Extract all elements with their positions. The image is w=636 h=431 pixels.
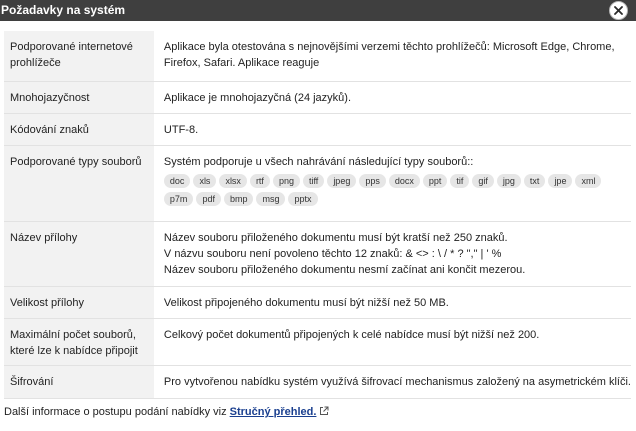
file-type-chip: xml [575, 174, 601, 188]
file-type-chip: tif [450, 174, 469, 188]
label-line: Podporované typy souborů [10, 155, 142, 168]
table-row [4, 286, 631, 318]
file-type-chip: xls [193, 174, 216, 188]
file-type-chip: bmp [224, 192, 254, 206]
label-line: Podporované internetové [10, 41, 133, 53]
file-type-chip: doc [164, 174, 191, 188]
row-value [154, 318, 631, 365]
file-type-chip: rtf [250, 174, 270, 188]
file-type-chips [164, 173, 616, 209]
value-line: Velikost připojeného dokumentu musí být nižší než 50 MB. [163, 296, 449, 309]
label-line: Velikost přílohy [10, 296, 84, 309]
row-label [4, 113, 154, 145]
row-label [4, 365, 154, 398]
value-line: Aplikace je mnohojazyčná (24 jazyků). [163, 91, 352, 104]
label-line: Maximální počet souborů, [10, 328, 136, 341]
table-row [4, 113, 631, 145]
value-line: Aplikace byla otestována s nejnovějšími verzemi těchto prohlížečů: Microsoft Edge, Chrome, [163, 41, 615, 53]
footer-text: Další informace o postupu podání nabídky viz [4, 406, 230, 418]
file-type-chip: ppt [423, 174, 448, 188]
row-value [154, 221, 631, 286]
label-line: prohlížeče [10, 57, 61, 69]
row-value [154, 113, 631, 145]
file-type-chip: xlsx [219, 174, 247, 188]
label-line: Kódování znaků [10, 123, 89, 136]
file-type-chip: gif [472, 174, 494, 188]
file-type-chip: p7m [164, 192, 194, 206]
row-label [4, 286, 154, 318]
value-line: Název souboru přiloženého dokumentu nesmí začínat ani končit mezerou. [163, 263, 526, 276]
label-line: Mnohojazyčnost [10, 91, 90, 104]
row-value [154, 31, 631, 81]
value-line: Celkový počet dokumentů připojených k celé nabídce musí být nižší než 200. [163, 328, 540, 341]
dialog-title: Požadavky na systém [1, 3, 126, 17]
row-label [4, 221, 154, 286]
file-type-chip: jpe [548, 174, 572, 188]
file-type-chip: jpeg [327, 174, 356, 188]
row-label [4, 318, 154, 365]
row-label [4, 31, 154, 81]
value-line: Systém podporuje u všech nahrávání následující typy souborů:: [163, 155, 474, 168]
row-value [154, 286, 631, 318]
table-row [4, 221, 631, 286]
label-line: Název přílohy [10, 231, 78, 244]
row-value [154, 365, 631, 398]
file-type-chip: pptx [288, 192, 317, 206]
table-row [4, 145, 631, 221]
file-type-chip: tiff [303, 174, 324, 188]
table-row [4, 81, 631, 113]
file-type-chip: png [273, 174, 300, 188]
external-link-icon [319, 406, 329, 416]
table-row [4, 365, 631, 398]
file-type-chip: msg [256, 192, 285, 206]
footer-note [4, 404, 329, 420]
system-requirements-table [4, 31, 631, 399]
row-value [154, 145, 631, 221]
file-type-chip: pdf [196, 192, 221, 206]
row-value [154, 81, 631, 113]
label-line: Šifrování [10, 375, 54, 388]
file-type-chip: docx [389, 174, 420, 188]
value-line: UTF-8. [163, 123, 199, 136]
value-line: Pro vytvořenou nabídku systém využívá šifrovací mechanismus založený na asymetrickém klíči. [163, 375, 631, 388]
close-button[interactable] [609, 1, 628, 20]
table-row [4, 318, 631, 365]
file-type-chip: txt [524, 174, 546, 188]
close-icon [614, 6, 623, 15]
value-line: Název souboru přiloženého dokumentu musí být kratší než 250 znaků. [163, 231, 508, 244]
label-line: které lze k nabídce připojit [10, 344, 138, 357]
table-row [4, 31, 631, 81]
row-label [4, 81, 154, 113]
dialog-titlebar [0, 0, 636, 21]
summary-link[interactable]: Stručný přehled. [229, 406, 317, 418]
value-line: V názvu souboru není povoleno těchto 12 znaků: & <> : \ / * ? "," | ' % [163, 247, 502, 260]
file-type-chip: pps [359, 174, 386, 188]
file-type-chip: jpg [497, 174, 521, 188]
value-line: Firefox, Safari. Aplikace reaguje [163, 57, 320, 69]
row-label [4, 145, 154, 221]
